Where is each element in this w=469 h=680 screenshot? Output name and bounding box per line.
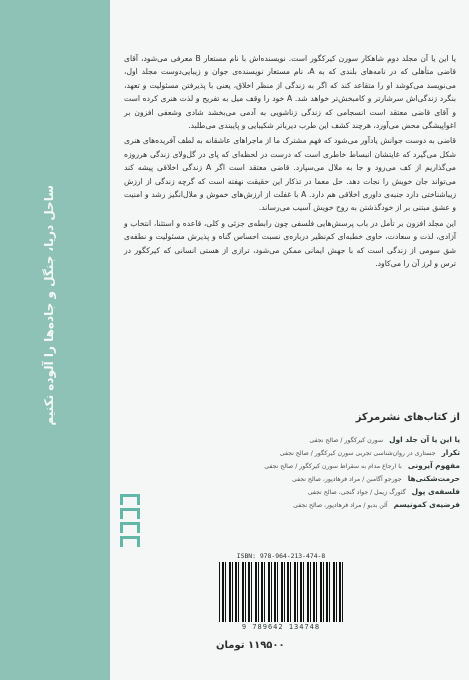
catalog-item-author: آلن بدیو / مراد فرهادپور، صالح نجفی bbox=[293, 502, 388, 509]
catalog-item-title: حرمت‌شکنی‌ها bbox=[407, 474, 460, 483]
isbn-label: ISBN: 978-964-213-474-8 bbox=[236, 552, 326, 560]
catalog-item bbox=[170, 459, 460, 472]
catalog-item bbox=[170, 446, 460, 459]
catalog-item bbox=[170, 498, 460, 511]
publisher-catalog bbox=[170, 412, 460, 511]
catalog-item-author: جستاری در روان‌شناسی تجربی سورن کیرکگور / صالح نجفی bbox=[279, 450, 436, 457]
catalog-item bbox=[170, 433, 460, 446]
catalog-item-title: فرضیه‌ی کمونیسم bbox=[393, 500, 460, 509]
catalog-item-author: گئورگ زیمل / جواد گنجی، صالح نجفی bbox=[307, 489, 406, 496]
barcode-bars bbox=[219, 562, 343, 622]
back-cover-page bbox=[110, 0, 469, 680]
book-spine-panel bbox=[0, 0, 110, 680]
catalog-item-author: با ارجاع مدام به سقراط سورن کیرکگور / صالح نجفی bbox=[264, 463, 402, 470]
blurb bbox=[124, 52, 456, 273]
catalog-title: از کتاب‌های نشرمرکز bbox=[355, 412, 460, 423]
catalog-item-author: سورن کیرکگور / صالح نجفی bbox=[309, 437, 384, 444]
catalog-item-title: فلسفه‌ی پول bbox=[411, 487, 460, 496]
blurb-paragraph-1: یا این یا آن مجلد دوم شاهکار سورن کیرکگور است. نویسنده‌اش با نام مستعار B معرفی می‌شود، آقای قاضی متأهلی که در نامه‌های بلندی که به A، نام مستعار نویسنده‌ی جوان و زیبایی‌دوست مجلد اول، می‌نویسد می‌کوشد او را متقاعد کند که اگر به زندگی از منظر اخلاق، یعنی با پذیرفتن مسئولیت و تعهد، بنگرد زندگی‌اش سرشارتر و کامبخش‌تر خواهد شد. A خود را وقف میل به تفریح و لذت هنری کرده است و آقای قاضی معتقد است انسجامی که زندگی زناشویی به آدمی می‌بخشد شادی وشعفی افزون بر اغواپیشگی محض می‌آورد، هرچند کشف این طرب دیرباتر شکیبایی و پایبندی می‌طلبد. bbox=[124, 54, 456, 131]
catalog-item bbox=[170, 472, 460, 485]
catalog-item-title: تکرار bbox=[441, 448, 460, 457]
catalog-item-title: یا این یا آن جلد اول bbox=[389, 435, 460, 444]
ean-number: 9 789642 134748 bbox=[241, 623, 321, 631]
price-label: ۱۱۹۵۰۰ تومان bbox=[216, 640, 285, 651]
catalog-item-title: مفهوم آیرونی bbox=[407, 461, 460, 470]
blurb-paragraph-3: این مجلد افزون بر تأمل در باب پرسش‌هایی فلسفی چون رابطه‌ی جزئی و کلی، قاعده و استثنا، انتخاب و آزادی، لذت و سعادت، حاوی خطبه‌ای کم‌نظیر درباره‌ی نسبت احساس گناه و پذیرش مسئولیت و نطفه‌ی شق سومی از زندگی است که با جهش ایمانی ممکن می‌شود، ترازی از هستی انسانی که کیرکگور در ترس و لرز آن را می‌کاود. bbox=[124, 218, 456, 269]
catalog-item bbox=[170, 485, 460, 498]
blurb-paragraph-2: قاضی به دوست جوانش یادآور می‌شود که فهم مشترک ما از ماجراهای عاشقانه به لطف آفریده‌های هنری شکل می‌گیرد که غایتشان انبساط خاطری است که درست در لحظه‌ای که پای در گل‌ولای زندگی هرروزه می‌گذاریم از کف می‌رود و جا به ملال می‌سپارد. قاضی معتقد است اگر A زندگی اخلاقی پیشه کند می‌تواند جان خویش را نجات دهد. حل معما در تذکار این حقیقت نهفته است که گرچه زندگی از ارزش زیباشناختی دارد جنبه‌ی داوری اخلاقی هم دارد. A با غفلت از ارزش‌های خموش و ملال‌انگیز رشد و امنیت و عشق مبتنی بر از خودگذشتن به روح خویش آسیب می‌رساند. bbox=[124, 136, 457, 213]
publisher-logo-icon bbox=[120, 494, 140, 548]
barcode bbox=[216, 552, 346, 636]
spine-slogan: ساحل دریا، جنگل و جاده‌ها را آلوده نکنیم bbox=[42, 185, 56, 426]
catalog-item-author: جورجو آگامبن / مراد فرهادپور، صالح نجفی bbox=[291, 476, 402, 483]
